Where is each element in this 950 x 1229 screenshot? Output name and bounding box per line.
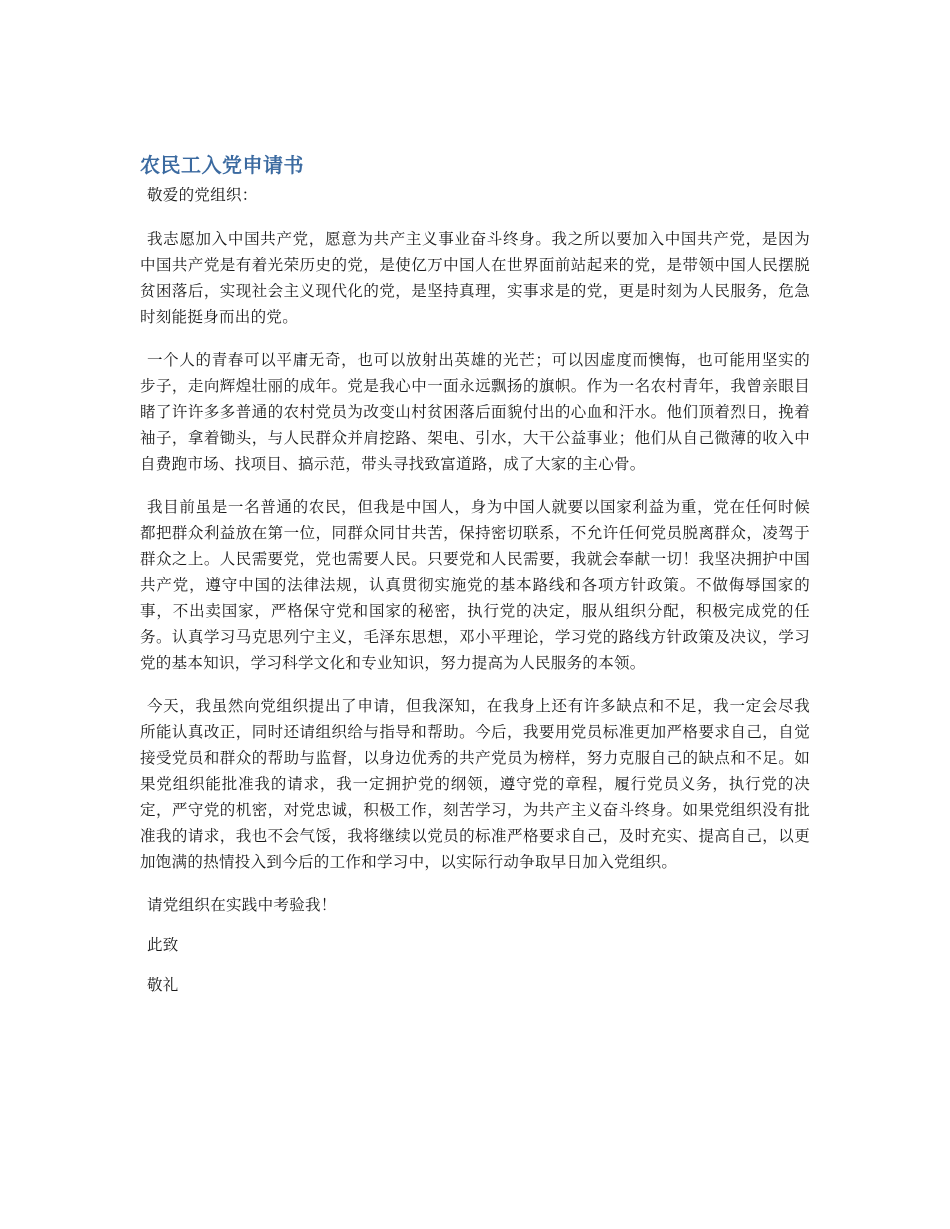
paragraph-4: 今天，我虽然向党组织提出了申请，但我深知，在我身上还有许多缺点和不足，我一定会尽我所能认真改正，同时还请组织给与指导和帮助。今后，我要用党员标准更加严格要求自己，自觉接受党员和群众的帮助与监督，以身边优秀的共产党员为榜样，努力克服自己的缺点和不足。如果党组织能批准我的请求，我一定拥护党的纲领，遵守党的章程，履行党员义务，执行党的决定，严守党的机密，对党忠诚，积极工作，刻苦学习，为共产主义奋斗终身。如果党组织没有批准我的请求，我也不会气馁，我将继续以党员的标准严格要求自己，及时充实、提高自己，以更加饱满的热情投入到今后的工作和学习中，以实际行动争取早日加入党组织。 [140,697,810,871]
paragraph-3: 我目前虽是一名普通的农民，但我是中国人，身为中国人就要以国家利益为重，党在任何时候都把群众利益放在第一位，同群众同甘共苦，保持密切联系，不允许任何党员脱离群众，凌驾于群众之上。人民需要党，党也需要人民。只要党和人民需要，我就会奉献一切！我坚决拥护中国共产党，遵守中国的法律法规，认真贯彻实施党的基本路线和各项方针政策。不做侮辱国家的事，不出卖国家，严格保守党和国家的秘密，执行党的决定，服从组织分配，积极完成党的任务。认真学习马克思列宁主义，毛泽东思想，邓小平理论，学习党的路线方针政策及决议，学习党的基本知识，学习科学文化和专业知识，努力提高为人民服务的本领。 [140,498,810,672]
closing-request: 请党组织在实践中考验我！ [147,896,337,914]
document-page [140,150,810,1012]
paragraph-2: 一个人的青春可以平庸无奇，也可以放射出英雄的光芒；可以因虚度而懊悔，也可能用坚实的步子，走向辉煌壮丽的成年。党是我心中一面永远飘扬的旗帜。作为一名农村青年，我曾亲眼目睹了许许多多普通的农村党员为改变山村贫困落后面貌付出的心血和汗水。他们顶着烈日，挽着袖子，拿着锄头，与人民群众并肩挖路、架电、引水，大干公益事业；他们从自己微薄的收入中自费跑市场、找项目、搞示范，带头寻找致富道路，成了大家的主心骨。 [140,351,810,473]
closing-cizhi: 此致 [147,936,179,954]
paragraph-1: 我志愿加入中国共产党，愿意为共产主义事业奋斗终身。我之所以要加入中国共产党，是因为中国共产党是有着光荣历史的党，是使亿万中国人在世界面前站起来的党，是带领中国人民摆脱贫困落后，实现社会主义现代化的党，是坚持真理，实事求是的党，更是时刻为人民服务，危急时刻能挺身而出的党。 [140,230,810,326]
salutation: 敬爱的党组织： [147,186,258,204]
document-title: 农民工入党申请书 [140,153,304,177]
closing-jingli: 敬礼 [147,976,179,994]
